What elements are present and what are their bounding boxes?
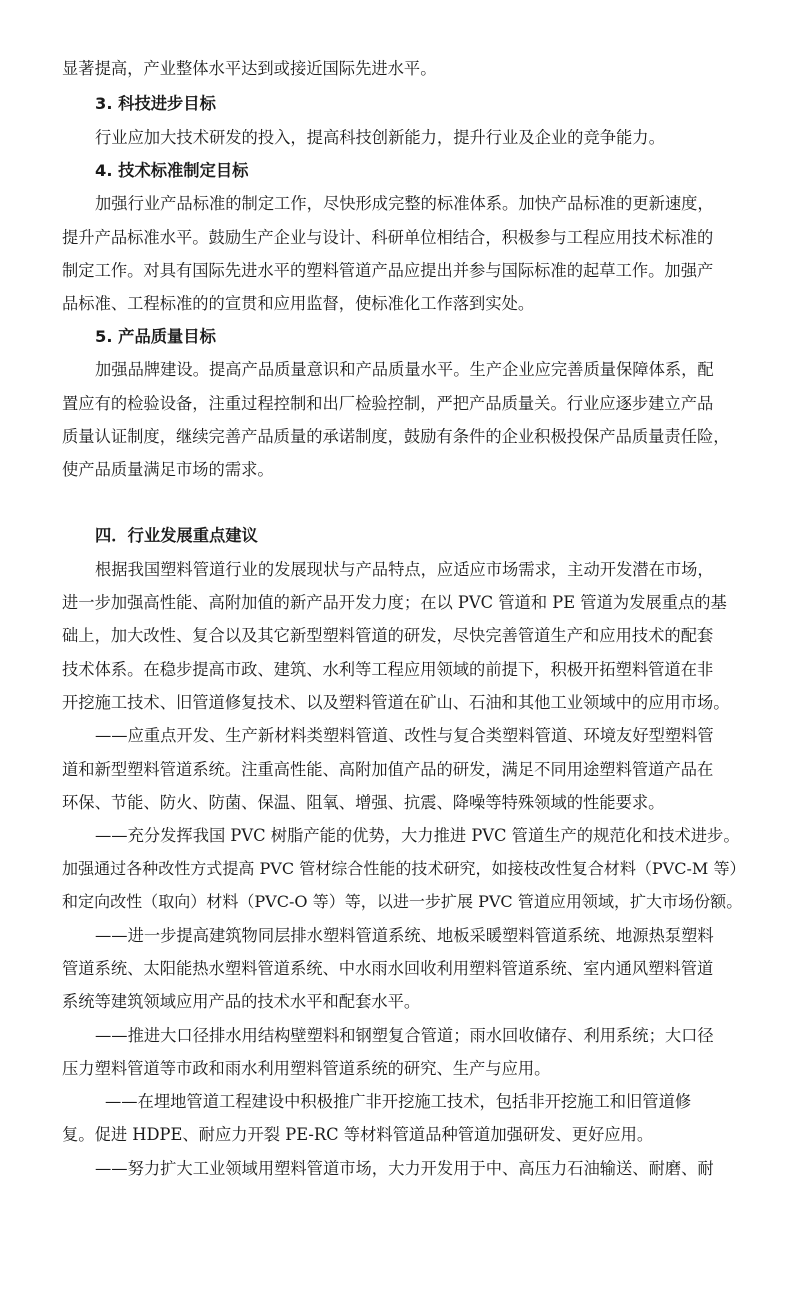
paragraph-line: 开挖施工技术、旧管道修复技术、以及塑料管道在矿山、石油和其他工业领域中的应用市场。	[62, 693, 730, 712]
paragraph-line: ——应重点开发、生产新材料类塑料管道、改性与复合类塑料管道、环境友好型塑料管	[95, 726, 714, 745]
paragraph-line: 加强通过各种改性方式提高 PVC 管材综合性能的技术研究，如接枝改性复合材料（PVC-M 等）	[62, 859, 746, 878]
paragraph-line: 和定向改性（取向）材料（PVC-O 等）等，以进一步扩展 PVC 管道应用领域，扩大市场份额。	[62, 892, 743, 911]
paragraph-line: 进一步加强高性能、高附加值的新产品开发力度；在以 PVC 管道和 PE 管道为发展重点的基	[62, 593, 727, 612]
paragraph-line: 道和新型塑料管道系统。注重高性能、高附加值产品的研发，满足不同用途塑料管道产品在	[62, 760, 714, 779]
paragraph-line: 压力塑料管道等市政和雨水利用塑料管道系统的研究、生产与应用。	[62, 1059, 551, 1078]
paragraph-line: 置应有的检验设备，注重过程控制和出厂检验控制，严把产品质量关。行业应逐步建立产品	[62, 394, 714, 413]
section-heading: 3. 科技进步目标	[95, 94, 216, 113]
paragraph-line: 根据我国塑料管道行业的发展现状与产品特点，应适应市场需求，主动开发潜在市场，	[95, 560, 714, 579]
paragraph-line: ——在埋地管道工程建设中积极推广非开挖施工技术，包括非开挖施工和旧管道修	[105, 1092, 692, 1111]
paragraph-line: 行业应加大技术研发的投入，提高科技创新能力，提升行业及企业的竞争能力。	[95, 128, 665, 147]
paragraph-line: 提升产品标准水平。鼓励生产企业与设计、科研单位相结合，积极参与工程应用技术标准的	[62, 228, 714, 247]
paragraph-line: 环保、节能、防火、防菌、保温、阻氧、增强、抗震、降噪等特殊领域的性能要求。	[62, 793, 665, 812]
section-heading: 5. 产品质量目标	[95, 327, 216, 346]
paragraph-line: ——努力扩大工业领域用塑料管道市场，大力开发用于中、高压力石油输送、耐磨、耐	[95, 1159, 714, 1178]
paragraph-line: 使产品质量满足市场的需求。	[62, 460, 274, 479]
paragraph-line: ——推进大口径排水用结构壁塑料和钢塑复合管道；雨水回收储存、利用系统；大口径	[95, 1026, 714, 1045]
section-heading: 4. 技术标准制定目标	[95, 161, 249, 180]
chapter-heading: 四．行业发展重点建议	[95, 526, 258, 545]
paragraph-line: ——充分发挥我国 PVC 树脂产能的优势，大力推进 PVC 管道生产的规范化和技术进步。	[95, 826, 740, 845]
paragraph-line: 质量认证制度，继续完善产品质量的承诺制度，鼓励有条件的企业积极投保产品质量责任险，	[62, 427, 730, 446]
paragraph-line: 系统等建筑领域应用产品的技术水平和配套水平。	[62, 992, 421, 1011]
paragraph-line: 技术体系。在稳步提高市政、建筑、水利等工程应用领域的前提下，积极开拓塑料管道在非	[62, 660, 714, 679]
paragraph-line: 加强品牌建设。提高产品质量意识和产品质量水平。生产企业应完善质量保障体系，配	[95, 360, 714, 379]
paragraph-line: 管道系统、太阳能热水塑料管道系统、中水雨水回收利用塑料管道系统、室内通风塑料管道	[62, 959, 714, 978]
paragraph-line: 制定工作。对具有国际先进水平的塑料管道产品应提出并参与国际标准的起草工作。加强产	[62, 261, 714, 280]
paragraph-line: 加强行业产品标准的制定工作，尽快形成完整的标准体系。加快产品标准的更新速度，	[95, 194, 714, 213]
paragraph-line: ——进一步提高建筑物同层排水塑料管道系统、地板采暖塑料管道系统、地源热泵塑料	[95, 926, 714, 945]
paragraph-line: 显著提高，产业整体水平达到或接近国际先进水平。	[62, 59, 437, 78]
paragraph-line: 复。促进 HDPE、耐应力开裂 PE-RC 等材料管道品种管道加强研发、更好应用。	[62, 1125, 654, 1144]
paragraph-line: 品标准、工程标准的的宣贯和应用监督，使标准化工作落到实处。	[62, 294, 535, 313]
paragraph-line: 础上，加大改性、复合以及其它新型塑料管道的研发，尽快完善管道生产和应用技术的配套	[62, 626, 714, 645]
